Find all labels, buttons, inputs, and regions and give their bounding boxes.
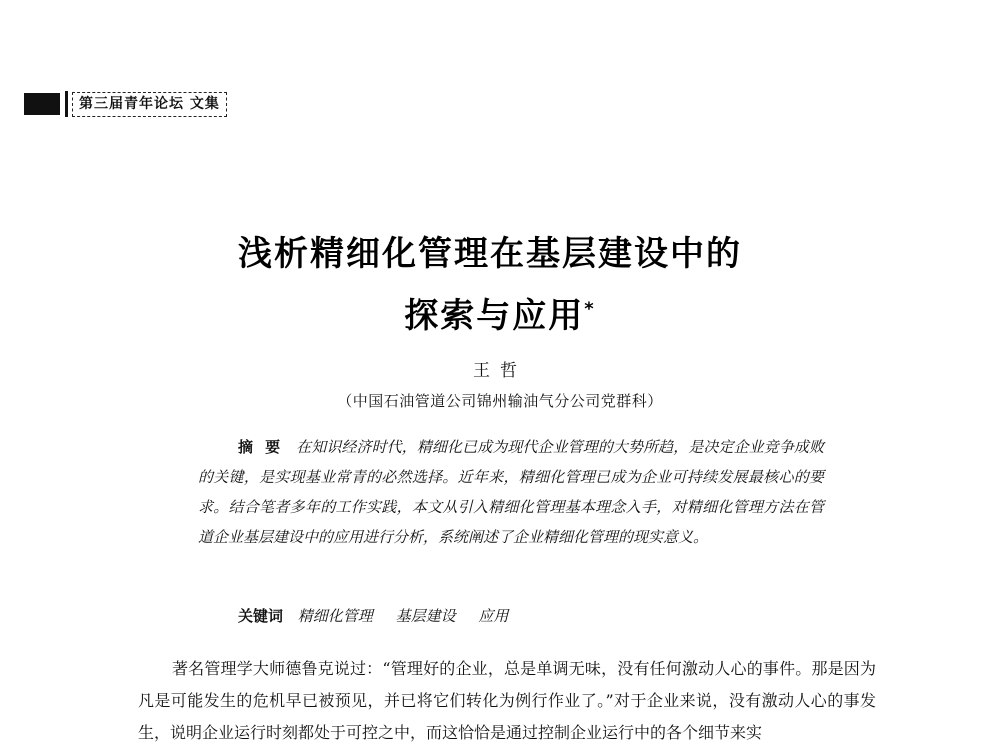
author-affiliation: （中国石油管道公司锦州输油气分公司党群科） (337, 392, 663, 410)
series-label: 第三届青年论坛 文集 (72, 92, 227, 117)
title-footnote-mark: * (584, 298, 596, 320)
keywords (238, 604, 526, 628)
author-name: 王哲 (473, 361, 527, 381)
abstract (198, 432, 824, 552)
keyword-item: 精细化管理 (297, 607, 373, 625)
body-text (138, 653, 876, 749)
abstract-label: 摘要 (238, 438, 293, 456)
body-paragraph: 著名管理学大师德鲁克说过：“管理好的企业，总是单调无味，没有任何激动人心的事件。那是因为凡是可能发生的危机早已被预见，并已将它们转化为例行作业了。”对于企业来说，没有激动人心的事发生，说明企业运行时刻都处于可控之中，而这恰恰是通过控制企业运行中的各个细节来实 (138, 659, 876, 742)
header-bar-mark (65, 91, 68, 117)
keywords-label: 关键词 (238, 607, 284, 625)
header-block-mark (24, 93, 60, 115)
title-line-1: 浅析精细化管理在基层建设中的 (238, 234, 742, 274)
keyword-item: 基层建设 (395, 607, 456, 625)
title-line-2 (0, 288, 1000, 337)
running-header (24, 91, 227, 117)
keyword-item: 应用 (478, 607, 509, 625)
title-line-2-text: 探索与应用 (404, 296, 585, 336)
abstract-text: 在知识经济时代，精细化已成为现代企业管理的大势所趋，是决定企业竞争成败的关键，是实现基业常青的必然选择。近年来，精细化管理已成为企业可持续发展最核心的要求。结合笔者多年的工作实践，本文从引入精细化管理基本理念入手，对精细化管理方法在管道企业基层建设中的应用进行分析，系统阐述了企业精细化管理的现实意义。 (198, 438, 824, 546)
